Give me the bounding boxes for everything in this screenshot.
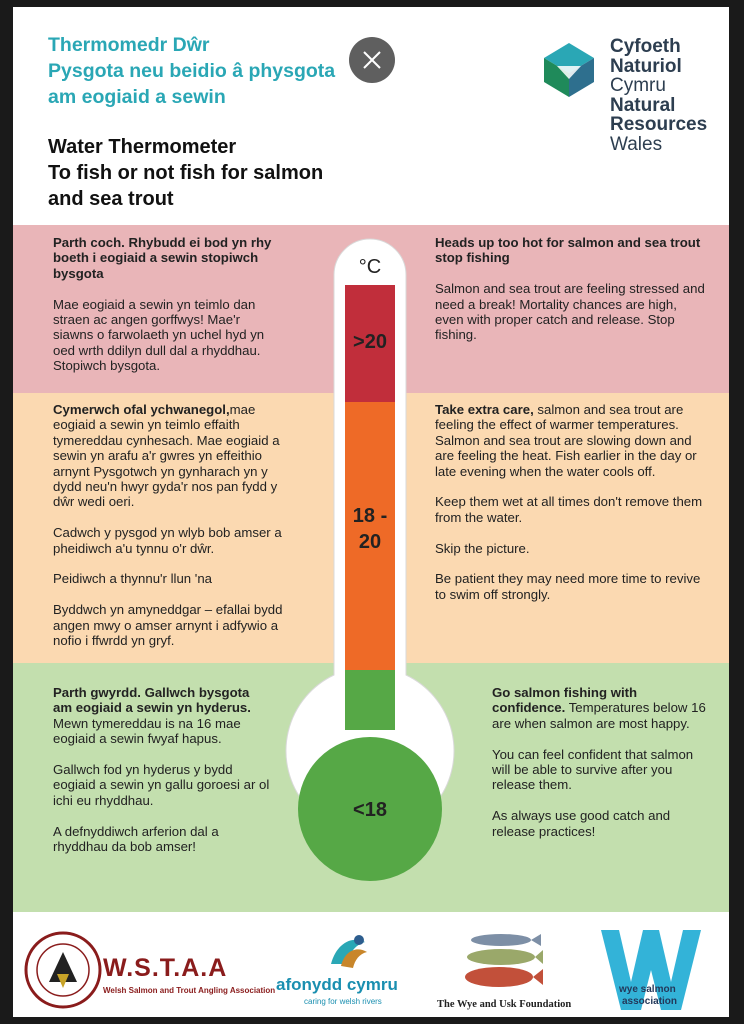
red-zone-welsh: [53, 235, 281, 374]
orange-welsh-heading: Cymerwch ofal ychwanegol,: [53, 402, 230, 417]
green-welsh-p3: A defnyddiwch arferion dal a rhyddhau da bob amser!: [53, 823, 219, 855]
green-welsh-heading: Parth gwyrdd. Gallwch bysgota am eogiaid a sewin yn hyderus.: [53, 685, 251, 716]
welsh-title: [48, 32, 378, 110]
thermometer-green-stem: [345, 670, 395, 730]
green-welsh-p1: Mewn tymereddau is na 16 mae eogiaid a sewin fwyaf hapus.: [53, 715, 241, 747]
logo-text: [610, 37, 707, 154]
wye-salmon-line-1: wye salmon: [619, 984, 676, 995]
afonydd-cymru-title: afonydd cymru: [276, 975, 398, 994]
english-title-line-3: and sea trout: [48, 188, 174, 210]
close-icon: [362, 50, 382, 70]
close-button[interactable]: [349, 37, 395, 83]
red-english-body: Salmon and sea trout are feeling stressed and need a break! Mortality chances are high, even with proper catch and release. Stop fishing.: [435, 281, 705, 343]
green-zone-english: [492, 685, 707, 839]
orange-english-heading: Take extra care,: [435, 402, 534, 417]
logo-line-natural: Natural: [610, 94, 676, 116]
thermometer-unit-label: °C: [358, 256, 382, 278]
red-welsh-body: Mae eogiaid a sewin yn teimlo dan straen ac angen gorffwys! Mae'r siawns o farwolaeth yn uchel hyd yn oed wrth ddilyn dull dal a rhyddhau. Stopiwch bysgota.: [53, 296, 265, 374]
green-english-p3: As always use good catch and release practices!: [492, 808, 671, 839]
wstaa-emblem-icon: [23, 930, 103, 1010]
logo-line-cymru: Cymru: [610, 75, 666, 96]
orange-welsh-p4: Byddwch yn amyneddgar – efallai bydd angen mwy o amser arnynt i adfywio a nofio i ffwrdd yn gryf.: [53, 602, 283, 649]
afonydd-cymru-icon: [323, 930, 373, 974]
welsh-title-line-3: am eogiaid a sewin: [48, 86, 226, 108]
orange-english-p2: Keep them wet at all times don't remove them from the water.: [435, 494, 703, 525]
logo-line-resources: Resources: [610, 114, 708, 135]
orange-welsh-p2: Cadwch y pysgod yn wlyb bob amser a pheidiwch a'u tynnu o'r dŵr.: [53, 525, 282, 556]
english-title-line-1: Water Thermometer: [48, 136, 237, 158]
english-title: [48, 134, 323, 212]
wye-usk-title: The Wye and Usk Foundation: [437, 999, 572, 1010]
wye-salmon-line-2: association: [622, 996, 678, 1007]
thermometer-cool-label: <18: [353, 799, 387, 821]
green-english-heading: Go salmon fishing with confidence.: [492, 685, 638, 716]
orange-zone-welsh: [53, 402, 289, 648]
orange-english-p1: salmon and sea trout are feeling the effect of warmer temperatures. Salmon and sea trout are slowing down and are feeling the heat. Fish earlier in the day or late evening when the water cools off.: [435, 402, 697, 479]
thermometer-hot-label: >20: [353, 331, 387, 353]
green-welsh-p2: Gallwch fod yn hyderus y bydd eogiaid a sewin yn gallu goroesi ar ol ichi eu rhyddhau.: [53, 762, 270, 808]
red-welsh-heading: Parth coch. Rhybudd ei bod yn rhy boeth i eogiaid a sewin stopiwch bysgota: [53, 235, 272, 281]
nrw-logo-icon: [540, 41, 598, 99]
thermometer: [282, 235, 458, 885]
orange-english-p4: Be patient they may need more time to revive to swim off strongly.: [435, 571, 701, 602]
wstaa-title: W.S.T.A.A: [103, 954, 228, 982]
poster: [13, 7, 729, 1017]
orange-english-p3: Skip the picture.: [435, 540, 530, 556]
thermometer-mid-label-1: 18 -: [352, 505, 388, 527]
welsh-title-line-2: Pysgota neu beidio â physgota: [48, 60, 336, 82]
wstaa-subtitle: Welsh Salmon and Trout Angling Association: [103, 986, 276, 995]
wye-usk-fish-icon: [459, 930, 543, 992]
english-title-line-2: To fish or not fish for salmon: [48, 162, 324, 184]
green-english-p1: Temperatures below 16 are when salmon are most happy.: [492, 700, 706, 731]
orange-welsh-p1: mae eogiaid a sewin yn teimlo effaith tymereddau cynhesach. Mae eogiaid a sewin yn arafu a'r gwres yn effeithio arnynt Pysgotwch yn gynharach yn y dydd neu'n hwyr gyda'r nos pan fydd y dŵr wedi oeri.: [53, 402, 280, 510]
green-english-p2: You can feel confident that salmon will be able to survive after you release them.: [492, 746, 694, 793]
welsh-title-line-1: Thermomedr Dŵr: [48, 34, 210, 56]
orange-zone-english: [435, 402, 705, 602]
logo-line-naturiol: Naturiol: [610, 55, 682, 77]
logo-line-cyfoeth: Cyfoeth: [610, 36, 681, 57]
natural-resources-wales-logo: [540, 37, 725, 157]
green-zone-welsh: [53, 685, 271, 854]
red-zone-english: [435, 235, 705, 343]
afonydd-cymru-subtitle: caring for welsh rivers: [304, 997, 382, 1006]
red-english-heading: Heads up too hot for salmon and sea trout stop fishing: [435, 235, 701, 266]
thermometer-mid-label-2: 20: [358, 531, 382, 553]
footer-logos: [13, 912, 729, 1017]
logo-line-wales: Wales: [610, 133, 663, 155]
orange-welsh-p3: Peidiwch a thynnu'r llun 'na: [53, 571, 212, 587]
